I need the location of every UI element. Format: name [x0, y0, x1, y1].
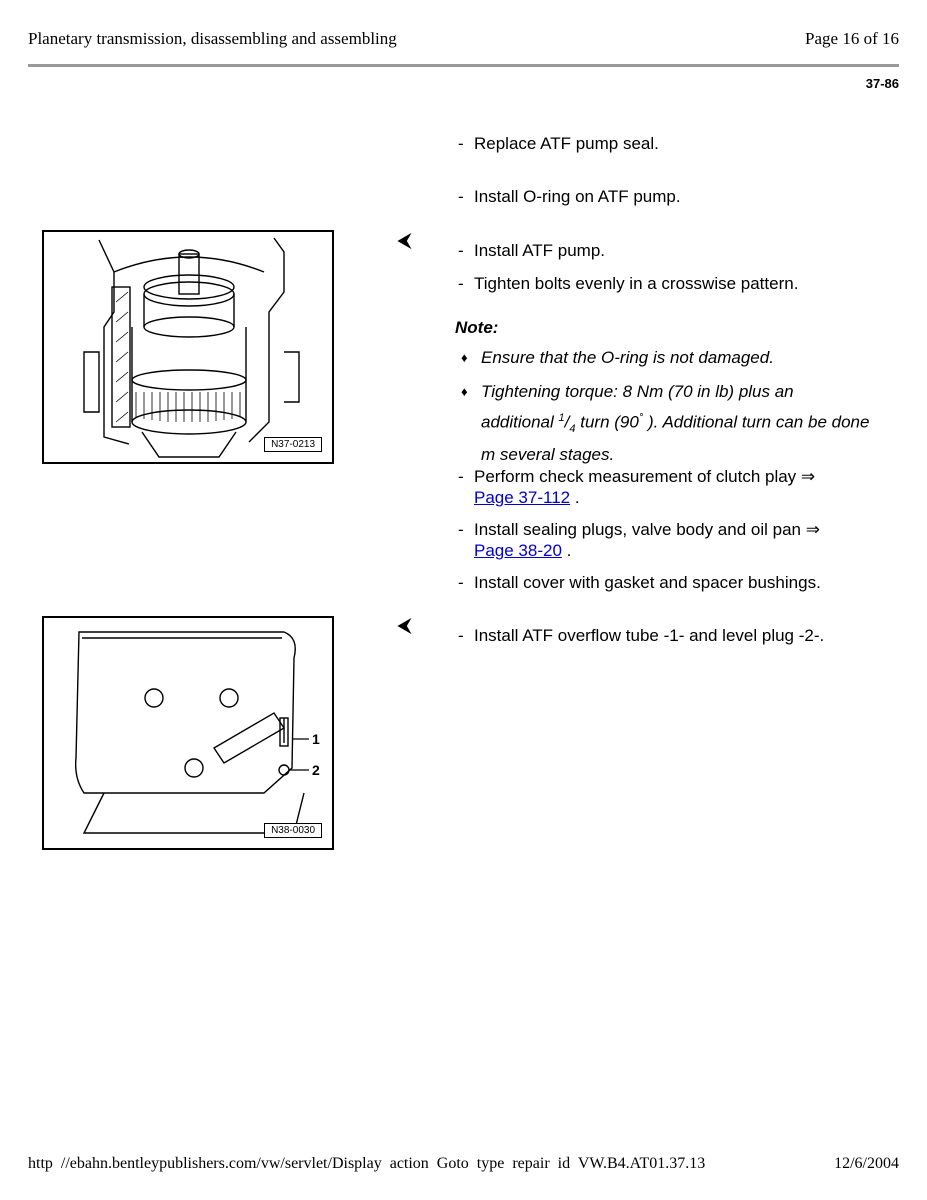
torque-text-a: Tightening torque: 8 Nm (70 in lb) plus an additional — [481, 382, 794, 432]
source-url: http //ebahn.bentleypublishers.com/vw/servlet/Display action Goto type repair id VW.B4.AT01.37.13 — [28, 1155, 706, 1172]
note-bullet-torque — [461, 379, 871, 468]
step-replace-seal — [458, 133, 659, 154]
figure-oil-pan — [42, 616, 334, 850]
step-tighten-bolts — [458, 273, 798, 294]
figure-code-label: N37-0213 — [264, 437, 322, 452]
step-text: Install ATF overflow tube -1- and level plug -2-. — [474, 626, 825, 645]
figure-atf-pump — [42, 230, 334, 464]
figure-code-label: N38-0030 — [264, 823, 322, 838]
oil-pan-illustration — [44, 618, 332, 848]
arrow-right-icon: ⇒ — [805, 520, 820, 539]
note-text: Ensure that the O-ring is not damaged. — [481, 348, 774, 367]
step-sealing-plugs: - Install sealing plugs, valve body and oil pan ⇒ Page 38-20 . — [458, 520, 820, 560]
note-bullet-oring — [461, 345, 871, 371]
step-dash: - — [458, 274, 464, 293]
callout-2: 2 — [312, 762, 320, 778]
step-text: Install O-ring on ATF pump. — [474, 187, 681, 206]
step-dash: - — [458, 573, 464, 592]
torque-text-c: ). Additional turn can be done m several stages. — [481, 412, 870, 465]
step-text: Install sealing plugs, valve body and oil pan — [474, 520, 801, 539]
callout-1: 1 — [312, 731, 320, 747]
step-dash: - — [458, 187, 464, 206]
figure-pointer-icon: ⮜ — [398, 230, 411, 250]
arrow-right-icon: ⇒ — [800, 467, 816, 486]
step-dash: - — [458, 520, 464, 539]
step-overflow-tube — [458, 625, 824, 646]
step-install-pump — [458, 240, 605, 261]
step-install-oring — [458, 186, 681, 207]
note-label: Note: — [455, 318, 499, 337]
page-link-38-20[interactable]: Page 38-20 — [474, 541, 562, 560]
step-dash: - — [458, 626, 464, 645]
degree-symbol: ° — [638, 412, 644, 424]
step-dash: - — [458, 134, 464, 153]
document-title: Planetary transmission, disassembling and assembling — [28, 29, 397, 48]
step-text: Tighten bolts evenly in a crosswise pattern. — [474, 274, 799, 293]
note-text: Tightening torque: 8 Nm (70 in lb) plus an additional $^1/_4$ turn (90° ). Additional turn can be done m several stages. — [481, 382, 870, 465]
step-dash: - — [458, 241, 464, 260]
section-number: 37-86 — [865, 76, 899, 91]
step-text: Install cover with gasket and spacer bushings. — [474, 573, 821, 592]
print-date: 12/6/2004 — [834, 1155, 899, 1172]
header-divider — [28, 64, 899, 67]
diamond-bullet-icon: ♦ — [461, 384, 468, 399]
step-dash: - — [458, 467, 464, 486]
page-link-37-112[interactable]: Page 37-112 — [474, 488, 571, 507]
figure-pointer-icon: ⮜ — [398, 615, 411, 635]
fraction-denominator: 4 — [569, 423, 576, 436]
step-text: Install ATF pump. — [474, 241, 606, 260]
page-counter: Page 16 of 16 — [805, 29, 899, 48]
step-clutch-play: - Perform check measurement of clutch play ⇒ Page 37-112 . — [458, 467, 816, 507]
step-install-cover — [458, 572, 821, 593]
diamond-bullet-icon: ♦ — [461, 350, 468, 365]
step-text: Replace ATF pump seal. — [474, 134, 659, 153]
atf-pump-illustration — [44, 232, 332, 462]
torque-text-b: turn (90 — [580, 412, 639, 432]
fraction-numerator: 1 — [558, 412, 565, 424]
step-text: Perform check measurement of clutch play — [474, 467, 797, 486]
